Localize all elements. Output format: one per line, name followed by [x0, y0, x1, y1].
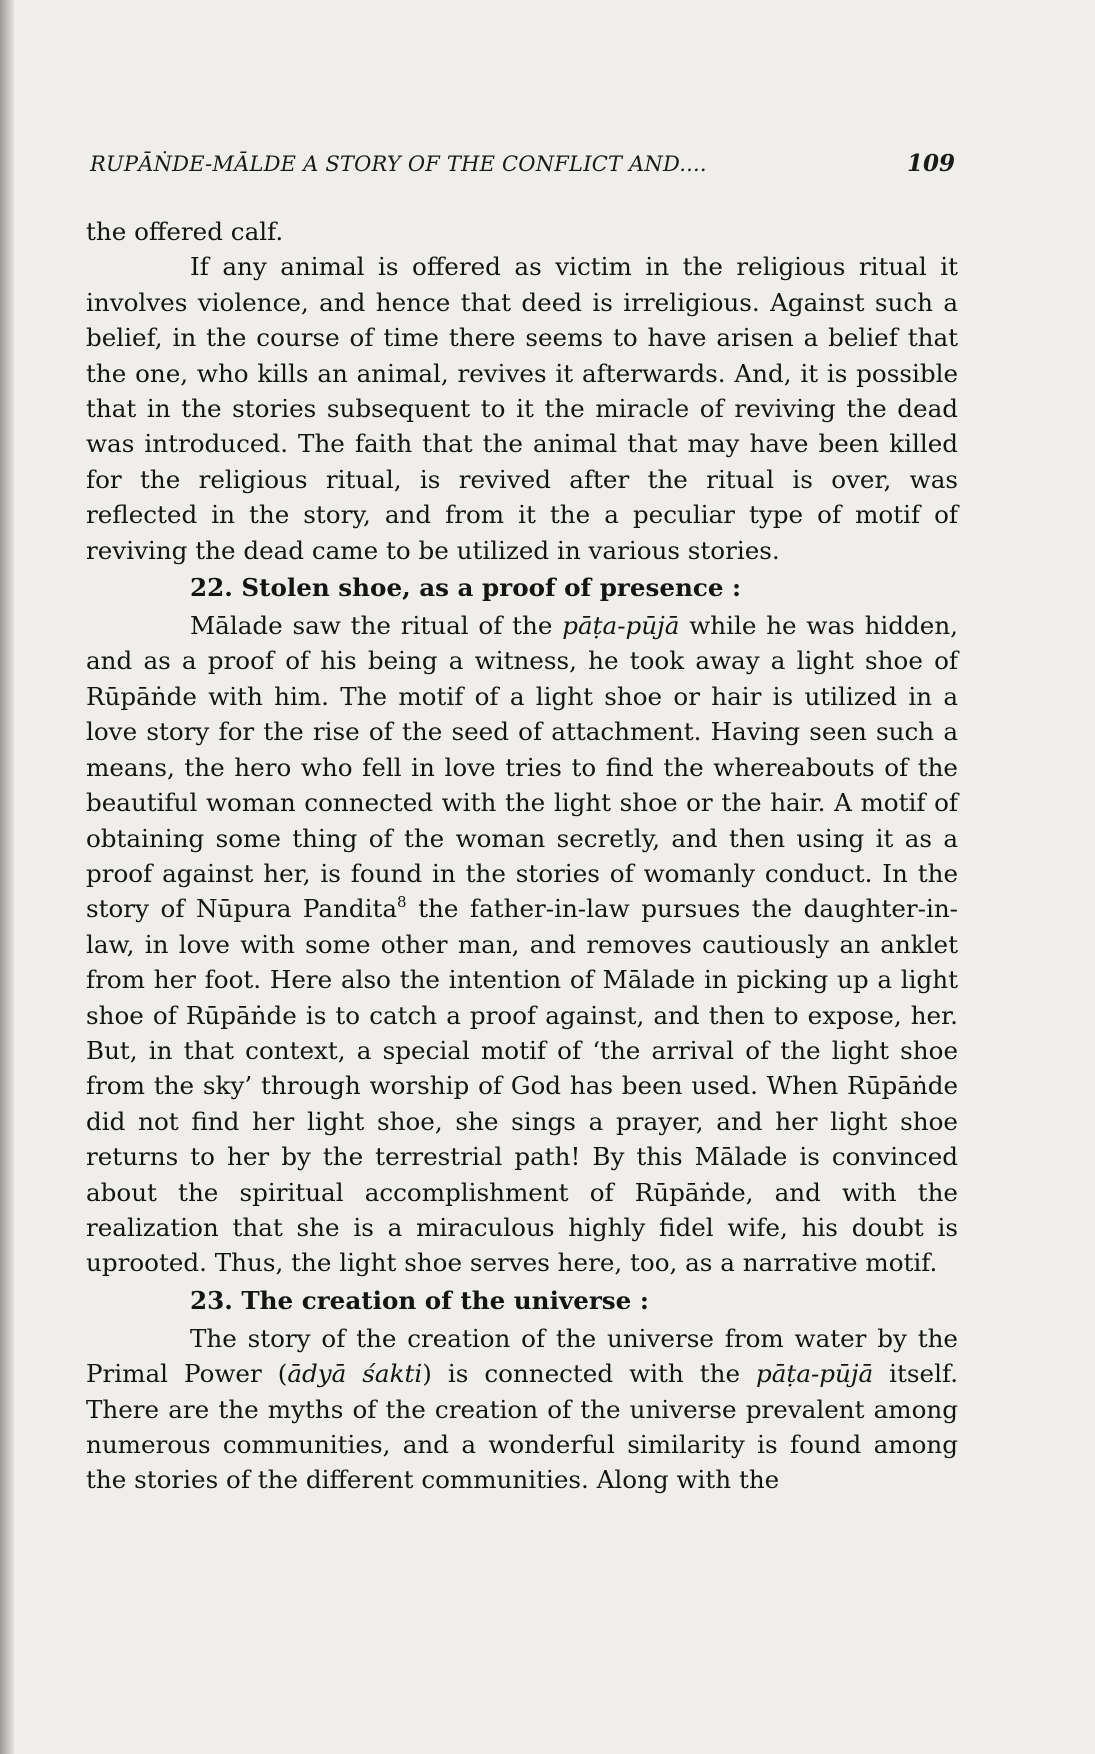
- page-header: [90, 150, 955, 177]
- paragraph-violence: If any animal is offered as victim in the religious ritual it involves violence, and hence that deed is irreligious. Against such a belief, in the course of time there seems to have arisen a belief that the one, who kills an animal, revives it afterwards. And, it is possible that in the stories subsequent to it the miracle of reviving the dead was introduced. The faith that the animal that may have been killed for the religious ritual, is revived after the ritual is over, was reflected in the story, and from it the a peculiar type of motif of reviving the dead came to be utilized in various stories.: [86, 252, 958, 565]
- footnote-marker: 8: [397, 893, 407, 912]
- text-run: The story of the creation of the universe from water by the Primal Power (: [86, 1323, 958, 1389]
- text-run: Mālade saw the ritual of the: [190, 611, 563, 641]
- italic-term: pāṭa-pūjā: [562, 611, 680, 641]
- section-heading-22: 22. Stolen shoe, as a proof of presence :: [190, 573, 742, 603]
- text-run: the father-in-law pursues the daughter-in-law, in love with some other man, and removes cautiously an anklet from her foot. Here also the intention of Mālade in picking up a light shoe of Rūpāṅde is to catch a proof against, and then to expose, her. But, in that context, a special motif of ‘the arrival of the light shoe from the sky’ through worship of God has been used. When Rūpāṅde did not find her light shoe, she sings a prayer, and her light shoe returns to her by the terrestrial path! By this Mālade is convinced about the spiritual accomplishment of Rūpāṅde, and with the realization that she is a miraculous highly fidel wife, his doubt is uprooted. Thus, the light shoe serves here, too, as a narrative motif.: [86, 894, 958, 1278]
- page-edge-shadow: [0, 0, 14, 1754]
- italic-term: ādyā śakti: [287, 1359, 423, 1389]
- text-run: while he was hidden, and as a proof of his being a witness, he took away a light shoe of Rūpāṅde with him. The motif of a light shoe or hair is utilized in a love story for the rise of the seed of attachment. Having seen such a means, the hero who fell in love tries to find the whereabouts of the beautiful woman connected with the light shoe or the hair. A motif of obtaining some thing of the woman secretly, and then using it as a proof against her, is found in the stories of womanly conduct. In the story of Nūpura Pandita: [86, 611, 958, 924]
- italic-term: pāṭa-pūjā: [756, 1359, 874, 1389]
- paragraph-stolen-shoe: [86, 608, 958, 1281]
- paragraph-continuation: the offered calf.: [86, 217, 284, 246]
- running-head: RUPĀṄDE-MĀLDE A STORY OF THE CONFLICT AND....: [90, 152, 707, 176]
- section-heading-23: 23. The creation of the universe :: [190, 1285, 649, 1315]
- text-run: ) is connected with the: [422, 1359, 757, 1389]
- body-text: [86, 214, 958, 1498]
- text-run: itself. There are the myths of the creation of the universe prevalent among numerous communities, and a wonderful similarity is found among the stories of the different communities. Along with the: [86, 1359, 959, 1495]
- page-number: 109: [906, 150, 955, 177]
- paragraph-creation: [86, 1321, 958, 1498]
